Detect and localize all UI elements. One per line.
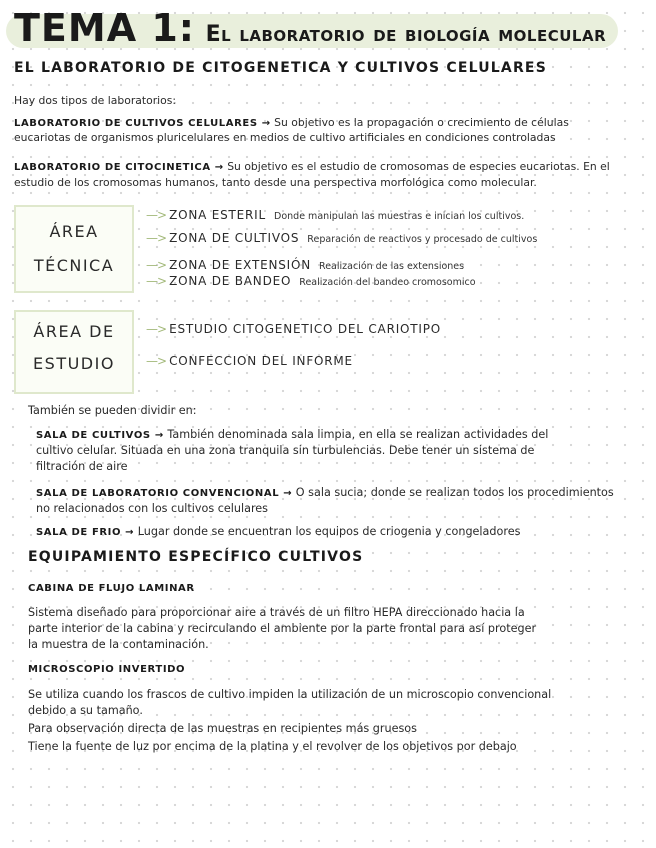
zona-esteril-desc: Donde manipulan las muestras e inician los cultivos.	[274, 211, 525, 222]
lab-citocinetica-text1: Su objetivo es el estudio de cromosomas de especies eucariotas. En el	[227, 160, 610, 173]
title-subject: El laboratorio de biología molecular	[205, 22, 607, 47]
zona-esteril	[146, 208, 524, 222]
section-heading-citogenetica: EL LABORATORIO DE CITOGENETICA Y CULTIVOS CELULARES	[14, 60, 547, 76]
lab-citocinetica-label: LABORATORIO DE CITOCINETICA →	[14, 162, 224, 173]
zona-cultivos-desc: Reparación de reactivos y procesado de cultivos	[307, 234, 538, 245]
zona-bandeo-title: ZONA DE BANDEO	[169, 274, 292, 288]
estudio-cariotipo-title: ESTUDIO CITOGENETICO DEL CARIOTIPO	[169, 322, 442, 336]
confeccion-informe-title: CONFECCION DEL INFORME	[169, 354, 353, 368]
title-tema: TEMA 1:	[14, 6, 195, 50]
sala-frio-line1	[36, 525, 520, 539]
lab-citocinetica-line1	[14, 160, 610, 174]
sala-cultivos-text1: También denominada sala limpia, en ella se realizan actividades del	[167, 428, 549, 441]
arrow-icon: —>	[146, 354, 167, 368]
area-estudio-label2: ESTUDIO	[33, 354, 115, 373]
lab-cultivos-text1: Su objetivo es la propagación o crecimiento de células	[274, 116, 569, 129]
zona-extension	[146, 258, 464, 272]
arrow-icon: —>	[146, 208, 167, 222]
confeccion-informe	[146, 354, 353, 368]
zona-bandeo-desc: Realización del bandeo cromosomico	[299, 277, 476, 288]
sala-cultivos-label: SALA DE CULTIVOS →	[36, 430, 164, 441]
zona-extension-title: ZONA DE EXTENSIÓN	[169, 258, 312, 272]
cabina-line3: la muestra de la contaminación.	[28, 638, 209, 651]
zona-bandeo	[146, 274, 476, 288]
sala-cultivos-line3: filtración de aire	[36, 460, 128, 473]
lab-cultivos-label: LABORATORIO DE CULTIVOS CELULARES →	[14, 118, 271, 129]
zona-cultivos	[146, 231, 537, 245]
arrow-icon: —>	[146, 231, 167, 245]
sala-convencional-line1	[36, 486, 614, 500]
area-tecnica-label2: TÉCNICA	[33, 256, 115, 275]
sala-cultivos-line2: cultivo celular. Situada en una zona tranquila sin turbulencias. Debe tener un sistema de	[36, 444, 535, 457]
sala-cultivos-line1	[36, 428, 548, 442]
arrow-icon: —>	[146, 258, 167, 272]
lab-cultivos-line1	[14, 116, 569, 130]
arrow-icon: —>	[146, 274, 167, 288]
sala-convencional-text1: O sala sucia; donde se realizan todos los procedimientos	[295, 486, 614, 499]
sala-frio-text1: Lugar donde se encuentran los equipos de criogenia y congeladores	[137, 525, 521, 538]
estudio-cariotipo	[146, 322, 441, 336]
microscopio-line1: Se utiliza cuando los frascos de cultivo impiden la utilización de un microscopio convencional	[28, 688, 552, 701]
sala-convencional-line2: no relacionados con los cultivos celulares	[36, 502, 269, 515]
lab-citocinetica-line2: estudio de los cromosomas humanos, tanto desde una perspectiva morfológica como molecular.	[14, 176, 537, 189]
area-tecnica-label1: ÁREA	[49, 222, 99, 241]
zona-esteril-title: ZONA ESTERIL	[169, 208, 267, 222]
zona-extension-desc: Realización de las extensiones	[319, 261, 465, 272]
lab-cultivos-line2: eucariotas de organismos pluricelulares en medios de cultivo artificiales en condiciones controladas	[14, 131, 556, 144]
microscopio-line4: Tiene la fuente de luz por encima de la platina y el revolver de los objetivos por debajo	[28, 740, 517, 753]
area-tecnica-box	[14, 205, 134, 293]
area-estudio-label1: ÁREA DE	[33, 322, 115, 341]
microscopio-line3: Para observación directa de las muestras en recipientes más gruesos	[28, 722, 417, 735]
microscopio-line2: debido a su tamaño.	[28, 704, 143, 717]
section-heading-equipamiento: EQUIPAMIENTO ESPECÍFICO CULTIVOS	[28, 549, 364, 565]
microscopio-title: MICROSCOPIO INVERTIDO	[28, 664, 186, 675]
salas-intro: También se pueden dividir en:	[28, 404, 197, 417]
cabina-line1: Sistema diseñado para proporcionar aire a través de un filtro HEPA direccionado hacia la	[28, 606, 525, 619]
sala-frio-label: SALA DE FRIO →	[36, 527, 135, 538]
arrow-icon: —>	[146, 322, 167, 336]
zona-cultivos-title: ZONA DE CULTIVOS	[169, 231, 300, 245]
intro-text: Hay dos tipos de laboratorios:	[14, 94, 177, 107]
cabina-line2: parte interior de la cabina y recirculando el ambiente por la parte frontal para así proteger	[28, 622, 537, 635]
cabina-title: CABINA DE FLUJO LAMINAR	[28, 583, 195, 594]
sala-convencional-label: SALA DE LABORATORIO CONVENCIONAL →	[36, 488, 293, 499]
page-title	[14, 6, 606, 50]
